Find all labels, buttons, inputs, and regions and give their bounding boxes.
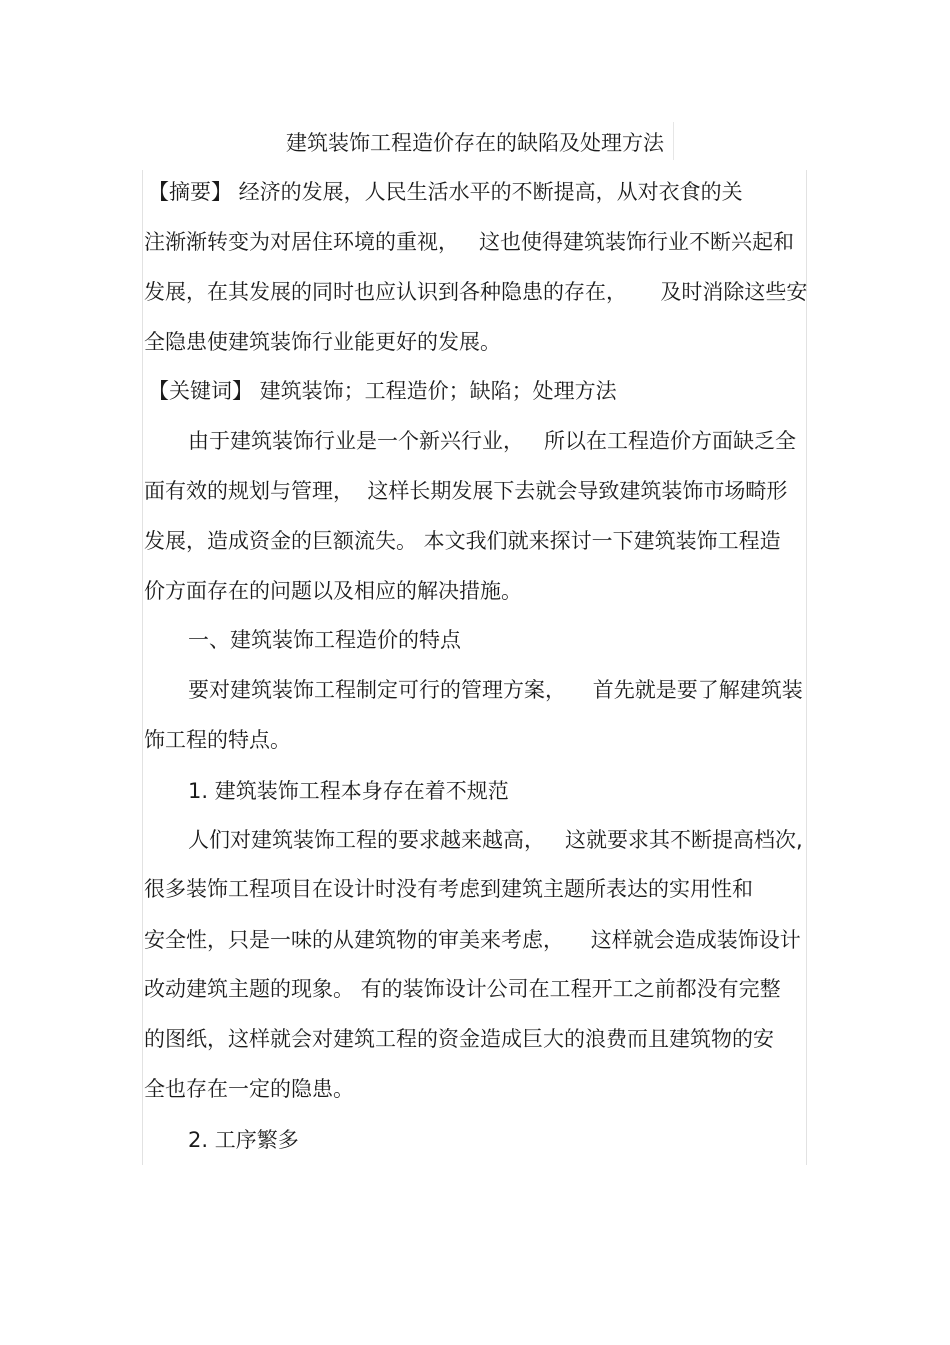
section1-para-line-1: 要对建筑装饰工程制定可行的管理方案， 首先就是要了解建筑装 xyxy=(188,678,803,702)
sub1-para-line-4: 改动建筑主题的现象。 有的装饰设计公司在工程开工之前都没有完整 xyxy=(144,977,781,1001)
section1-para-line-2: 饰工程的特点。 xyxy=(144,728,291,752)
intro-line-2: 面有效的规划与管理， 这样长期发展下去就会导致建筑装饰市场畸形 xyxy=(144,479,788,503)
intro-line-1: 由于建筑装饰行业是一个新兴行业， 所以在工程造价方面缺乏全 xyxy=(188,429,797,453)
abstract-line-1: 【摘要】 经济的发展，人民生活水平的不断提高，从对衣食的关 xyxy=(148,180,743,204)
abstract-line-2: 注渐渐转变为对居住环境的重视， 这也使得建筑装饰行业不断兴起和 xyxy=(144,230,795,254)
sub1-para-line-3: 安全性，只是一味的从建筑物的审美来考虑， 这样就会造成装饰设计 xyxy=(144,928,801,952)
keywords-line: 【关键词】 建筑装饰；工程造价；缺陷；处理方法 xyxy=(148,379,617,403)
sub1-para-line-5: 的图纸，这样就会对建筑工程的资金造成巨大的浪费而且建筑物的安 xyxy=(144,1027,774,1051)
subheading-1: 1. 建筑装饰工程本身存在着不规范 xyxy=(188,779,509,803)
abstract-line-4: 全隐患使建筑装饰行业能更好的发展。 xyxy=(144,330,501,354)
intro-line-3: 发展，造成资金的巨额流失。 本文我们就来探讨一下建筑装饰工程造 xyxy=(144,529,781,553)
sub1-para-line-6: 全也存在一定的隐患。 xyxy=(144,1077,354,1101)
intro-line-4: 价方面存在的问题以及相应的解决措施。 xyxy=(144,579,522,603)
sub1-para-line-2: 很多装饰工程项目在设计时没有考虑到建筑主题所表达的实用性和 xyxy=(144,877,753,901)
section-heading-1: 一、建筑装饰工程造价的特点 xyxy=(188,628,461,652)
document-title: 建筑装饰工程造价存在的缺陷及处理方法 xyxy=(286,131,664,155)
frame-right-border xyxy=(806,170,807,1165)
subheading-2: 2. 工序繁多 xyxy=(188,1128,299,1152)
frame-left-border xyxy=(142,170,143,1165)
sub1-para-line-1: 人们对建筑装饰工程的要求越来越高， 这就要求其不断提高档次, xyxy=(188,828,803,852)
abstract-line-3: 发展，在其发展的同时也应认识到各种隐患的存在， 及时消除这些安 xyxy=(144,280,808,304)
